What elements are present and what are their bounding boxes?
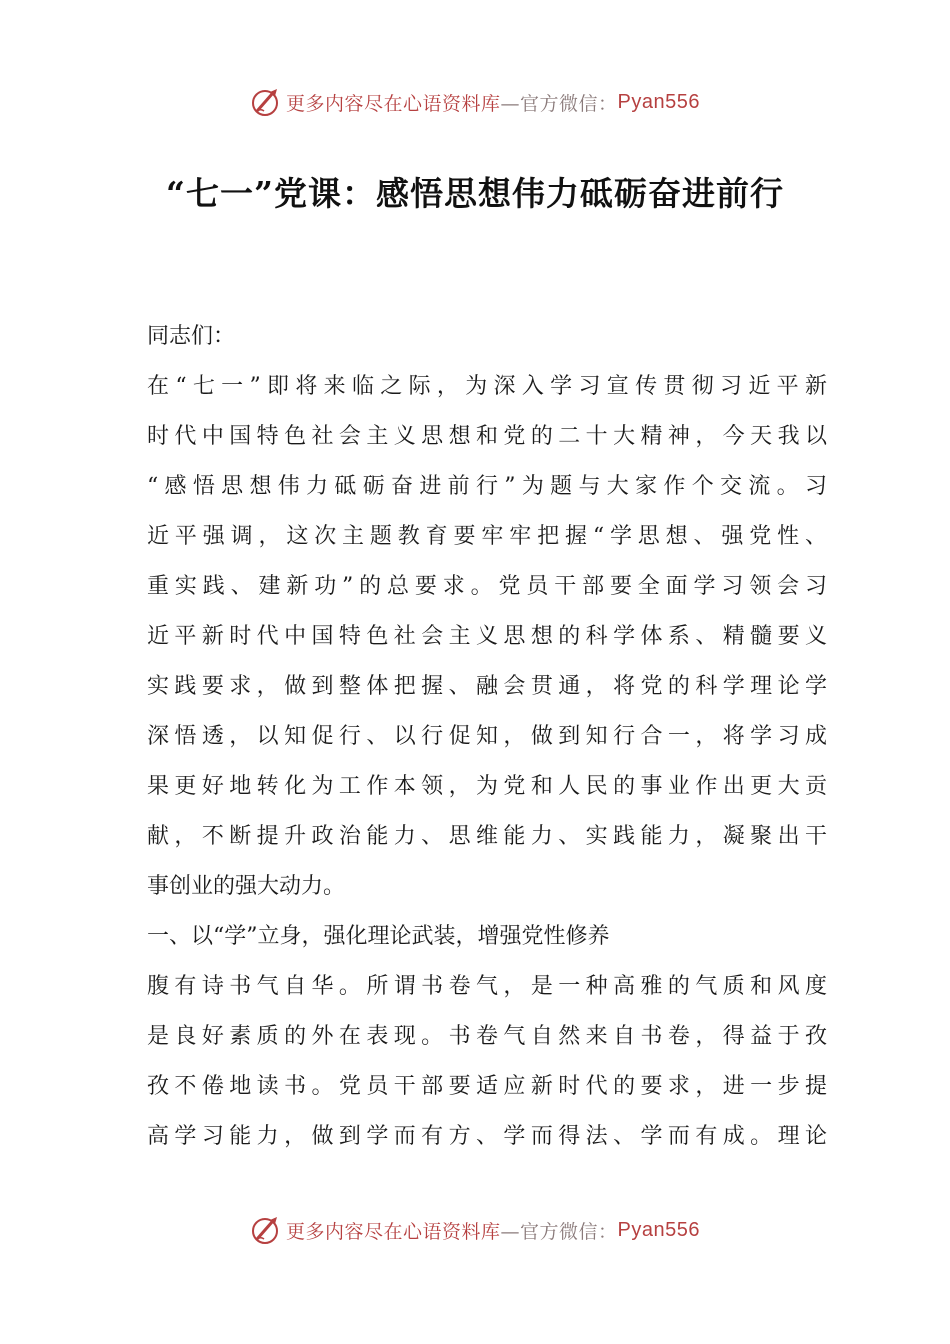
banner-wechat-label: —官方微信： (500, 1220, 618, 1243)
banner-library-text: 更多内容尽在心语资料库 (286, 1220, 501, 1243)
paragraph-line: 是良好素质的外在表现。书卷气自然来自书卷，得益于孜 (147, 1024, 827, 1049)
paragraph-line: 腹有诗书气自华。所谓书卷气，是一种高雅的气质和风度 (147, 974, 827, 999)
paragraph-line: 孜不倦地读书。党员干部要适应新时代的要求，进一步提 (147, 1074, 827, 1099)
paragraph-line: 重实践、建新功”的总要求。党员干部要全面学习领会习 (147, 574, 827, 599)
paragraph-line: “感悟思想伟力砥砺奋进前行”为题与大家作个交流。习 (147, 474, 827, 499)
document-body (147, 312, 827, 1162)
paragraph-line: 近平新时代中国特色社会主义思想的科学体系、精髓要义 (147, 624, 827, 649)
salutation-line: 同志们： (147, 324, 236, 349)
paragraph-line: 在“七一”即将来临之际，为深入学习宣传贯彻习近平新 (147, 374, 827, 399)
header-banner (0, 82, 950, 122)
paragraph-line: 献，不断提升政治能力、思维能力、实践能力，凝聚出干 (147, 824, 827, 849)
document-title: “七一”党课：感悟思想伟力砥砺奋进前行 (166, 174, 784, 213)
pen-scroll-logo-icon (250, 1214, 282, 1246)
paragraph-line: 事创业的强大动力。 (147, 874, 346, 899)
banner-content (250, 86, 700, 118)
pen-scroll-logo-icon (250, 86, 282, 118)
paragraph-line: 高学习能力，做到学而有方、学而得法、学而有成。理论 (147, 1124, 827, 1149)
banner-wechat-id: Pyan556 (617, 90, 700, 113)
banner-content (250, 1214, 700, 1246)
paragraph-line: 时代中国特色社会主义思想和党的二十大精神，今天我以 (147, 424, 827, 449)
paragraph-line: 深悟透，以知促行、以行促知，做到知行合一，将学习成 (147, 724, 827, 749)
section-heading: 一、以“学”立身，强化理论武装，增强党性修养 (147, 924, 610, 949)
paragraph-line: 实践要求，做到整体把握、融会贯通，将党的科学理论学 (147, 674, 827, 699)
paragraph-line: 近平强调，这次主题教育要牢牢把握“学思想、强党性、 (147, 524, 827, 549)
banner-wechat-label: —官方微信： (500, 92, 618, 115)
footer-banner (0, 1210, 950, 1250)
banner-library-text: 更多内容尽在心语资料库 (286, 92, 501, 115)
paragraph-line: 果更好地转化为工作本领，为党和人民的事业作出更大贡 (147, 774, 827, 799)
banner-wechat-id: Pyan556 (617, 1218, 700, 1241)
